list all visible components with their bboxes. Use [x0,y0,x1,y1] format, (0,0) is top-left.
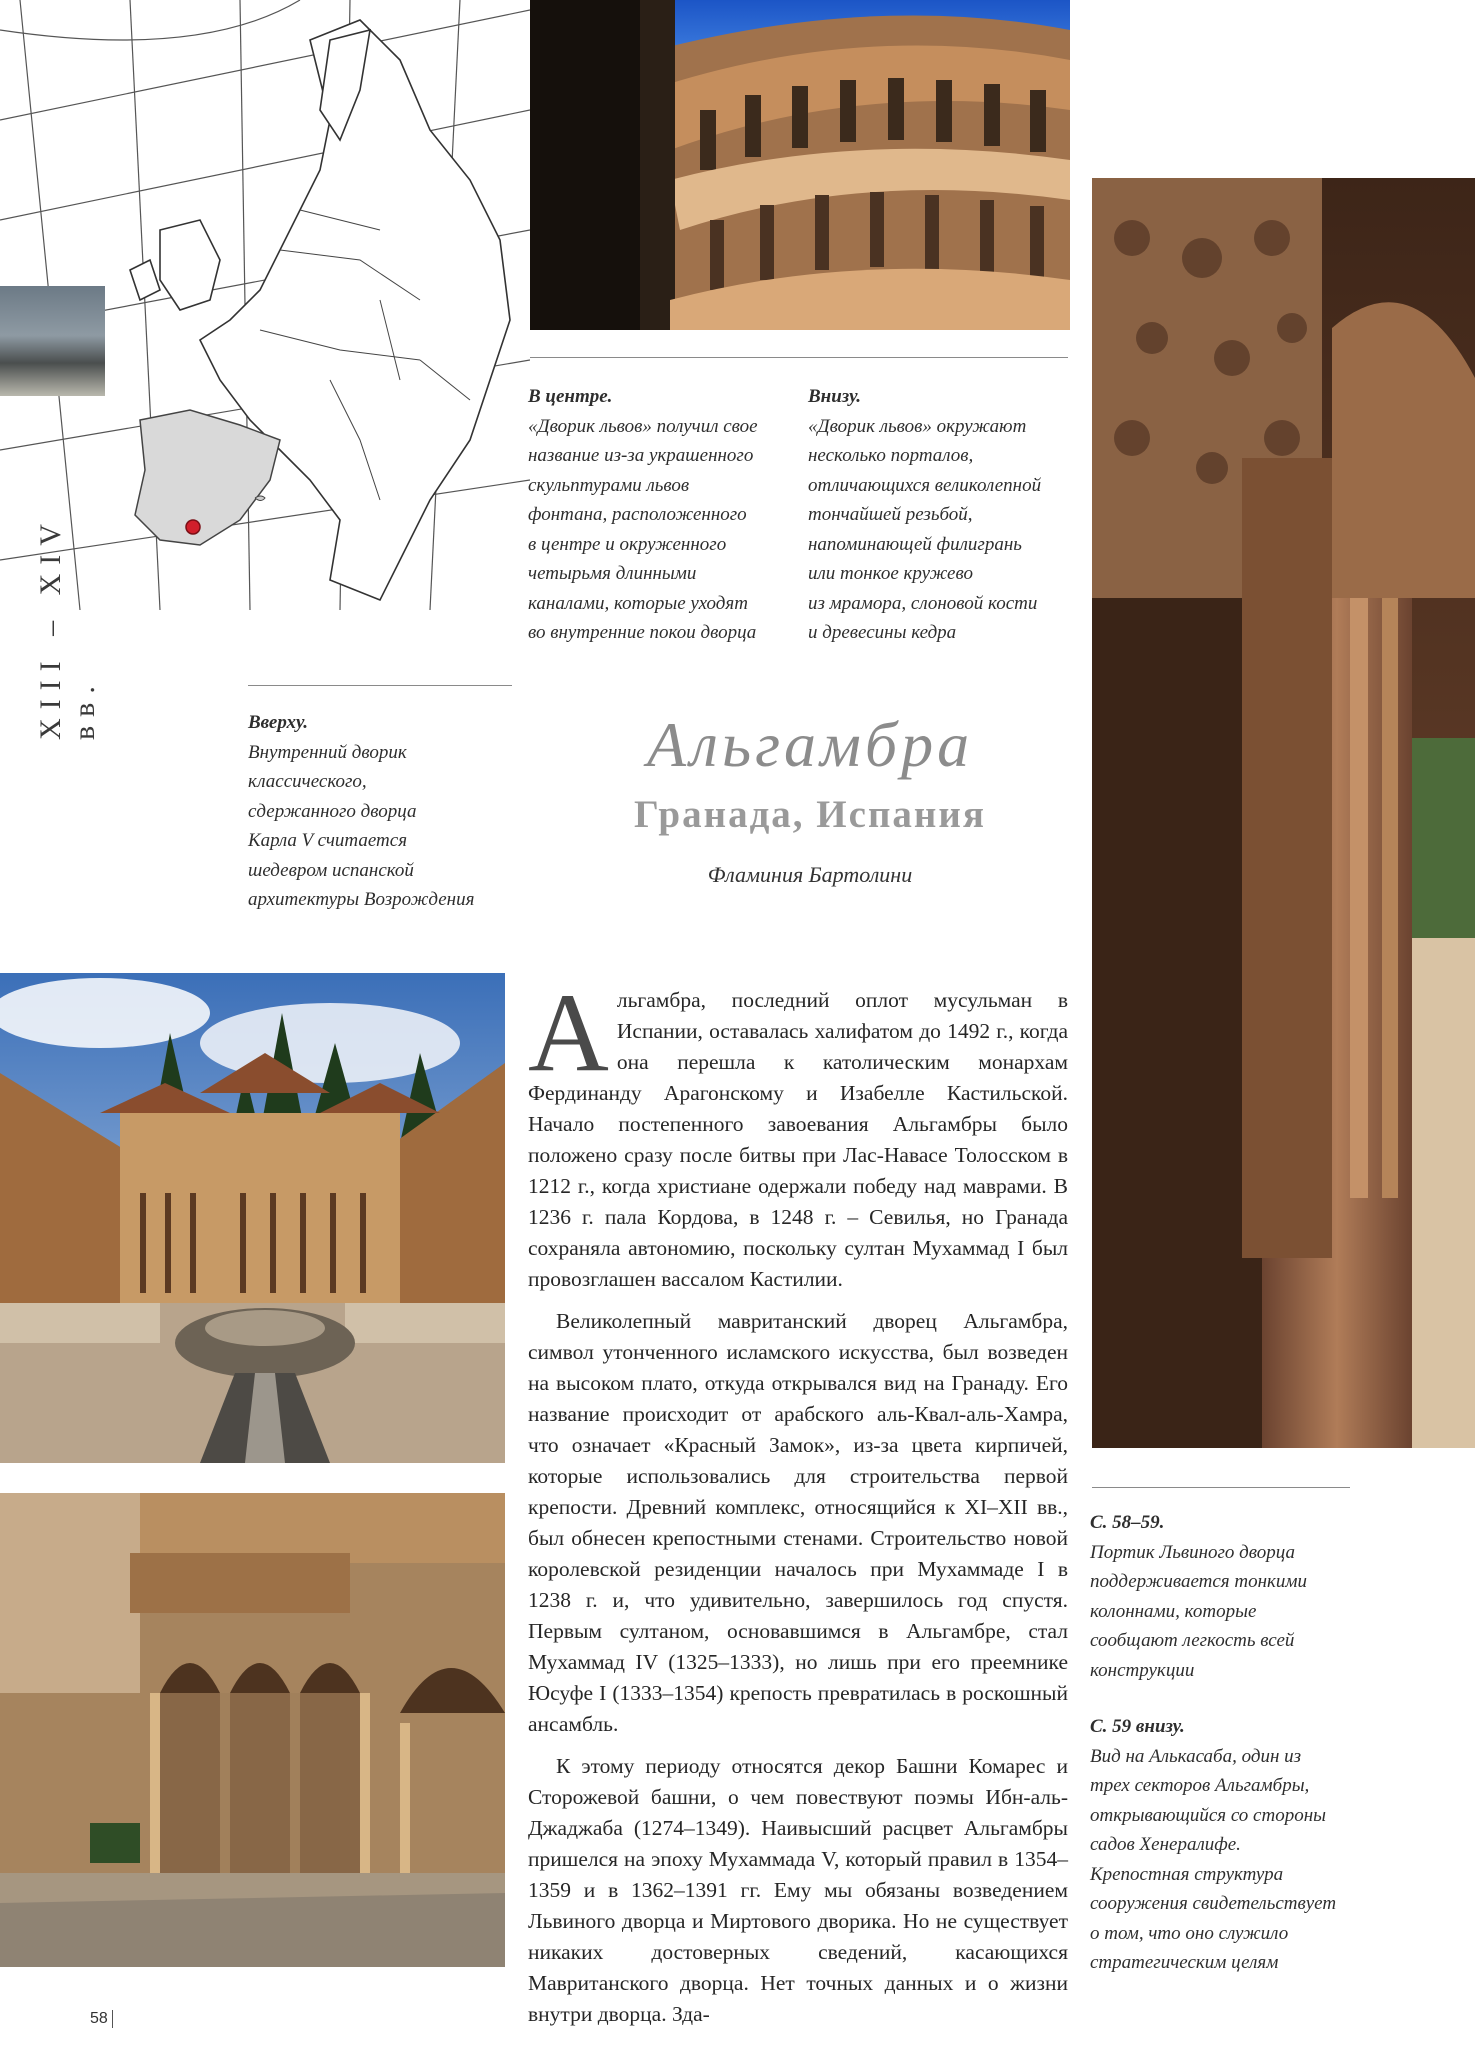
caption-above: Вверху. Внутренний дворик классического, сдержанного дворца Карла V считается шедевром испанской архитектуры Возрождения [248,708,508,915]
article-paragraph: Альгамбра, последний оплот мусульман в Испании, оставалась халифатом до 1492 г., когда она перешла к католическим монархам Фердинанду Арагонскому и Изабелле Кастильской. Начало постепенного завоевания Альгамбры было положено сразу после битвы при Лас-Навасе Толосском в 1212 г., когда христиане одержали победу над маврами. В 1236 г. пала Кордова, в 1248 г. – Севилья, но Гранада сохраняла автономию, поскольку султан Мухаммад I был провозглашен вассалом Кастилии. [528,971,1068,1291]
caption-below: Внизу. «Дворик львов» окружают несколько порталов, отличающихся великолепной тончайшей резьбой, напоминающей филигрань или тонкое кружево из мрамора, слоновой кости и древесины кедра [808,382,1078,648]
divider [530,357,1068,358]
divider [248,685,512,686]
page-subtitle: Гранада, Испания [634,793,986,836]
portal-arches-photo [0,1493,505,1967]
lions-palace-portico-photo [1092,178,1475,1448]
charles-v-courtyard-photo [530,0,1070,330]
caption-heading: Вверху. [248,712,308,733]
caption-heading: В центре. [528,386,613,407]
page-number: 58 [90,2010,113,2028]
caption-heading: Внизу. [808,386,862,407]
page-title: Альгамбра [646,709,974,780]
thumbnail-photo [0,286,105,396]
article-paragraph: К этому периоду относятся декор Башни Комарес и Сторожевой башни, о чем повествуют поэмы Ибн-аль-Джаджаба (1274–1349). Наивысший расцвет Альгамбры пришелся на эпоху Мухаммада V, который правил в 1354–1359 и в 1362–1391 гг. Ему мы обязаны возведением Львиного дворца и Миртового дворика. Но не существует никаких достоверных сведений, касающихся Мавританского дворца. Нет точных данных и о жизни внутри дворца. Зда- [528,1754,1068,2026]
article-body [528,971,1068,2041]
caption-center: В центре. «Дворик львов» получил свое название из-за украшенного скульптурами львов фонтана, расположенного в центре и окруженного четырьмя длинными каналами, которые уходят во внутренние покои дворца [528,382,788,648]
caption-heading: С. 59 внизу. [1090,1716,1185,1737]
author: Фламиния Бартолини [707,862,913,887]
court-of-lions-photo [0,973,505,1463]
caption-heading: С. 58–59. [1090,1512,1165,1533]
article-paragraph: Великолепный мавританский дворец Альгамбра, символ утонченного исламского искусства, был возведен на высоком плато, откуда открывался вид на Гранаду. Его название происходит от арабского аль-Квал-аль-Хамра, что означает «Красный Замок», из-за цвета кирпичей, которые использовались для строительства первой крепости. Древний комплекс, относящийся к XI–XII вв., был обнесен крепостными стенами. Строительство новой королевской резиденции началось при Мухаммаде I в 1238 г. и, что удивительно, завершилось год спустя. Первым султаном, основавшимся в Альгамбре, стал Мухаммад IV (1325–1333), но лишь при его преемнике Юсуфе I (1333–1354) крепость превратилась в роскошный ансамбль. [528,1309,1068,1736]
side-label: XIII – XIV вв. [34,515,101,740]
divider [1092,1487,1350,1488]
caption-page-59-below: С. 59 внизу. Вид на Алькасаба, один из трех секторов Альгамбры, открывающийся со стороны садов Хенералифе. Крепостная структура сооружения свидетельствует о том, что оно служило стратегическим целям [1090,1712,1380,1978]
drop-cap: А [528,971,609,1095]
caption-pages-58-59: С. 58–59. Портик Львиного дворца поддерживается тонкими колоннами, которые сообщают легкость всей конструкции [1090,1508,1380,1685]
